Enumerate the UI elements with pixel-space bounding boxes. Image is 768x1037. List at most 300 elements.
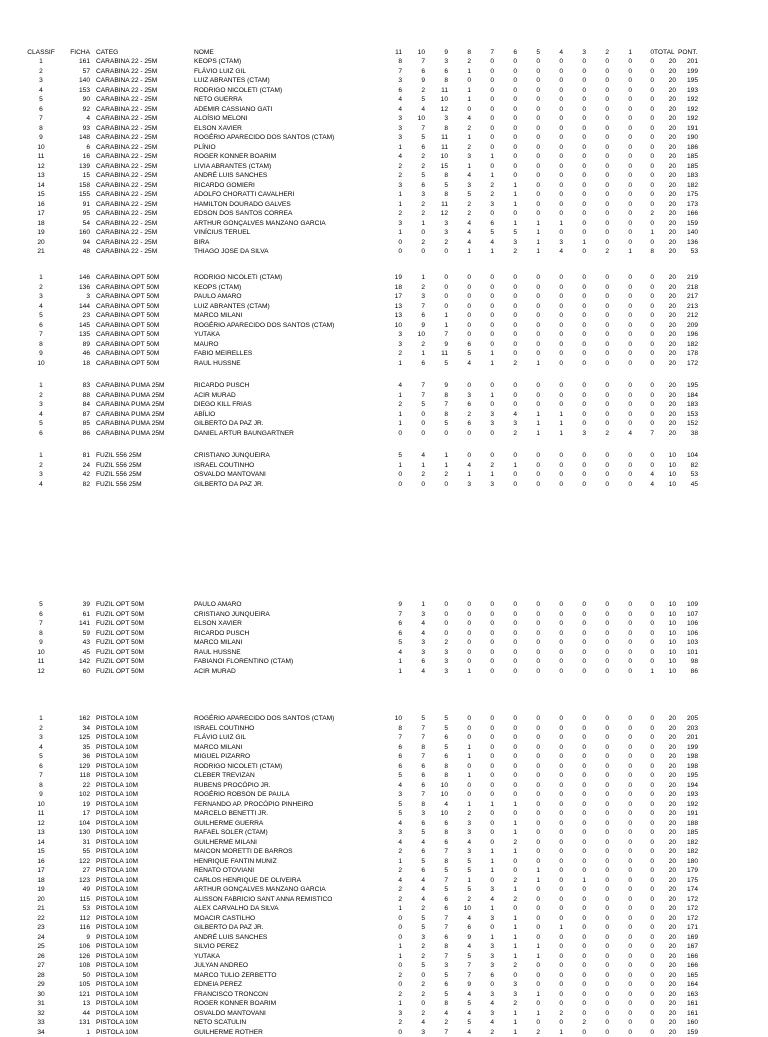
cell-score: 0: [582, 1000, 586, 1007]
cell-score: 0: [650, 848, 654, 855]
cell-nome: RAUL HUSSNE: [194, 359, 241, 367]
cell-score: 2: [467, 810, 471, 817]
cell-score: 0: [490, 96, 494, 103]
cell-score: 0: [513, 67, 517, 75]
cell-nome: SILVIO PEREZ: [194, 943, 239, 950]
cell-score: 0: [536, 829, 540, 836]
cell-score: 0: [490, 452, 494, 459]
cell-score: 0: [605, 924, 609, 931]
cell-score: 0: [582, 648, 586, 656]
cell-score: 0: [605, 667, 609, 675]
cell-score: 1: [513, 191, 517, 198]
cell-score: 0: [536, 452, 540, 459]
cell-nome: MIGUEL PIZARRO: [194, 753, 251, 760]
cell-score: 6: [444, 905, 448, 912]
cell-score: 2: [398, 848, 402, 855]
cell-categ: CARABINA 22 - 25M: [96, 67, 158, 75]
cell-score: 0: [559, 134, 563, 141]
cell-score: 0: [605, 933, 609, 941]
cell-score: 10: [417, 331, 425, 338]
header-score-9: 9: [444, 49, 448, 56]
cell-score: 9: [421, 77, 425, 84]
cell-score: 5: [444, 359, 448, 367]
cell-score: 0: [536, 886, 540, 893]
cell-score: 0: [628, 715, 632, 722]
cell-score: 1: [398, 420, 402, 427]
cell-score: 1: [513, 1019, 517, 1026]
cell-score: 1: [467, 248, 471, 255]
cell-score: 0: [513, 312, 517, 319]
cell-nome: RAFAEL SOLER (CTAM): [194, 829, 268, 836]
cell-score: 4: [467, 990, 471, 998]
cell-score: 1: [490, 933, 494, 941]
cell-score: 0: [628, 990, 632, 998]
cell-score: 3: [398, 219, 402, 227]
cell-classif: 20: [37, 238, 45, 246]
cell-pont: 53: [690, 471, 698, 478]
cell-score: 0: [650, 981, 654, 988]
cell-categ: PISTOLA 10M: [96, 772, 139, 779]
cell-score: 0: [444, 302, 448, 310]
cell-score: 0: [582, 153, 586, 160]
cell-score: 0: [582, 658, 586, 665]
header-total: TOTAL: [654, 49, 675, 56]
cell-score: 0: [582, 601, 586, 608]
cell-score: 2: [398, 172, 402, 179]
table-row: [0, 143, 768, 152]
cell-score: 5: [421, 134, 425, 141]
cell-score: 0: [605, 401, 609, 408]
cell-score: 0: [650, 781, 654, 789]
cell-score: 0: [628, 867, 632, 874]
cell-score: 1: [536, 420, 540, 427]
cell-score: 0: [582, 724, 586, 732]
cell-score: 0: [559, 800, 563, 808]
table-row: [0, 162, 768, 171]
cell-categ: CARABINA OPT 50M: [96, 293, 160, 300]
cell-score: 4: [421, 620, 425, 627]
cell-score: 0: [582, 848, 586, 855]
cell-score: 0: [582, 667, 586, 675]
cell-score: 0: [513, 340, 517, 348]
cell-score: 0: [628, 452, 632, 459]
cell-classif: 5: [39, 753, 43, 760]
cell-score: 0: [628, 886, 632, 893]
cell-score: 0: [628, 312, 632, 319]
cell-score: 3: [559, 238, 563, 246]
cell-score: 0: [421, 248, 425, 255]
cell-total: 20: [668, 401, 676, 408]
cell-score: 2: [467, 58, 471, 65]
cell-pont: 178: [686, 350, 698, 357]
cell-score: 0: [398, 914, 402, 922]
cell-score: 0: [605, 124, 609, 132]
cell-score: 0: [467, 274, 471, 281]
cell-score: 0: [650, 1009, 654, 1017]
cell-score: 0: [650, 933, 654, 941]
cell-score: 0: [490, 762, 494, 770]
cell-nome: LUIZ ABRANTES (CTAM): [194, 302, 270, 310]
cell-score: 3: [490, 886, 494, 893]
cell-nome: ADEMIR CASSIANO GATI: [194, 105, 273, 113]
cell-score: 0: [559, 610, 563, 618]
cell-ficha: 129: [78, 762, 90, 770]
cell-score: 0: [628, 210, 632, 217]
cell-score: 1: [444, 461, 448, 469]
cell-score: 8: [444, 829, 448, 836]
cell-ficha: 85: [82, 420, 90, 427]
cell-score: 0: [490, 115, 494, 122]
cell-score: 0: [650, 359, 654, 367]
table-row: [0, 181, 768, 190]
cell-score: 0: [628, 238, 632, 246]
cell-score: 0: [582, 734, 586, 741]
cell-score: 0: [490, 639, 494, 646]
cell-score: 0: [513, 610, 517, 618]
cell-score: 0: [650, 762, 654, 770]
cell-score: 0: [650, 838, 654, 846]
cell-categ: PISTOLA 10M: [96, 762, 139, 770]
cell-score: 8: [650, 248, 654, 255]
cell-score: 0: [513, 350, 517, 357]
cell-score: 0: [650, 658, 654, 665]
cell-classif: 15: [37, 848, 45, 855]
cell-score: 0: [467, 312, 471, 319]
cell-nome: ALOÍSIO MELONI: [194, 115, 248, 122]
cell-score: 0: [582, 933, 586, 941]
cell-score: 4: [398, 382, 402, 389]
table-row: [0, 429, 768, 438]
cell-score: 0: [605, 143, 609, 151]
cell-classif: 2: [39, 283, 43, 291]
cell-score: 0: [605, 1028, 609, 1036]
cell-score: 0: [559, 312, 563, 319]
cell-nome: GILBERTO DA PAZ JR.: [194, 924, 264, 931]
cell-score: 5: [444, 743, 448, 751]
table-row: [0, 629, 768, 638]
cell-score: 0: [628, 772, 632, 779]
cell-score: 8: [444, 391, 448, 399]
cell-total: 20: [668, 914, 676, 922]
cell-score: 2: [444, 238, 448, 246]
cell-score: 0: [559, 172, 563, 179]
cell-ficha: 130: [78, 829, 90, 836]
cell-score: 0: [582, 895, 586, 903]
cell-score: 0: [559, 762, 563, 770]
cell-score: 2: [444, 1019, 448, 1026]
cell-score: 0: [650, 134, 654, 141]
cell-score: 0: [650, 191, 654, 198]
table-row: [0, 340, 768, 349]
cell-classif: 17: [37, 867, 45, 874]
cell-score: 0: [444, 629, 448, 637]
cell-score: 3: [398, 124, 402, 132]
cell-score: 8: [421, 800, 425, 808]
cell-score: 9: [444, 382, 448, 389]
cell-pont: 198: [686, 753, 698, 760]
cell-score: 3: [467, 829, 471, 836]
cell-score: 0: [582, 312, 586, 319]
cell-score: 3: [513, 238, 517, 246]
cell-score: 1: [559, 420, 563, 427]
table-row: [0, 714, 768, 723]
cell-categ: CARABINA OPT 50M: [96, 359, 160, 367]
cell-pont: 172: [686, 359, 698, 367]
cell-score: 0: [513, 480, 517, 488]
cell-categ: PISTOLA 10M: [96, 857, 139, 865]
cell-score: 4: [490, 1000, 494, 1007]
table-row: [0, 762, 768, 771]
cell-score: 0: [650, 391, 654, 399]
cell-score: 2: [467, 895, 471, 903]
cell-score: 9: [444, 340, 448, 348]
cell-ficha: 6: [86, 143, 90, 151]
cell-score: 0: [536, 848, 540, 855]
cell-score: 0: [513, 105, 517, 113]
cell-score: 4: [421, 452, 425, 459]
cell-score: 11: [441, 350, 448, 357]
cell-score: 5: [444, 724, 448, 732]
cell-score: 0: [490, 382, 494, 389]
cell-score: 0: [536, 480, 540, 488]
cell-score: 0: [559, 162, 563, 170]
cell-categ: PISTOLA 10M: [96, 981, 139, 988]
cell-score: 0: [650, 382, 654, 389]
cell-score: 1: [398, 857, 402, 865]
cell-score: 0: [582, 143, 586, 151]
cell-score: 8: [444, 857, 448, 865]
cell-score: 0: [513, 274, 517, 281]
cell-ficha: 84: [82, 401, 90, 408]
cell-nome: RODRIGO NICOLETI (CTAM): [194, 86, 283, 94]
cell-pont: 188: [686, 819, 698, 827]
cell-score: 0: [582, 639, 586, 646]
cell-score: 1: [398, 391, 402, 399]
cell-pont: 194: [686, 781, 698, 789]
cell-score: 1: [650, 229, 654, 236]
cell-score: 5: [398, 452, 402, 459]
cell-score: 0: [650, 350, 654, 357]
cell-classif: 21: [37, 905, 45, 912]
cell-score: 0: [582, 743, 586, 751]
cell-score: 0: [513, 762, 517, 770]
cell-score: 0: [605, 162, 609, 170]
cell-categ: CARABINA PUMA 25M: [96, 429, 165, 437]
cell-classif: 1: [39, 58, 43, 65]
cell-categ: FUZIL OPT 50M: [96, 658, 144, 665]
cell-score: 3: [490, 1009, 494, 1017]
cell-score: 3: [467, 391, 471, 399]
cell-score: 2: [398, 401, 402, 408]
table-row: [0, 657, 768, 666]
cell-classif: 24: [37, 933, 45, 941]
cell-score: 0: [559, 401, 563, 408]
cell-score: 11: [441, 143, 448, 151]
cell-score: 0: [605, 715, 609, 722]
cell-score: 2: [421, 905, 425, 912]
cell-score: 0: [605, 1019, 609, 1026]
cell-ficha: 121: [78, 990, 90, 998]
cell-nome: DANIEL ARTUR BAUNGARTNER: [194, 429, 294, 437]
cell-score: 3: [467, 848, 471, 855]
cell-score: 0: [605, 648, 609, 656]
cell-score: 0: [513, 96, 517, 103]
cell-score: 6: [444, 753, 448, 760]
cell-score: 8: [444, 172, 448, 179]
cell-categ: PISTOLA 10M: [96, 895, 139, 903]
cell-score: 0: [513, 162, 517, 170]
cell-score: 0: [559, 981, 563, 988]
cell-nome: FABIO MEIRELLES: [194, 350, 253, 357]
cell-total: 20: [668, 800, 676, 808]
table-row: [0, 971, 768, 980]
cell-nome: GUILHERME ROTHER: [194, 1028, 263, 1036]
cell-score: 7: [444, 1028, 448, 1036]
cell-score: 1: [582, 876, 586, 884]
cell-score: 1: [628, 248, 632, 255]
cell-score: 0: [490, 810, 494, 817]
cell-classif: 1: [39, 715, 43, 722]
cell-score: 0: [628, 105, 632, 113]
cell-score: 0: [650, 172, 654, 179]
cell-score: 1: [398, 410, 402, 418]
cell-score: 5: [467, 191, 471, 198]
cell-classif: 6: [39, 762, 43, 770]
header-score-1: 1: [628, 49, 632, 56]
cell-score: 1: [536, 359, 540, 367]
cell-score: 17: [394, 293, 402, 300]
cell-score: 0: [628, 753, 632, 760]
cell-score: 0: [582, 753, 586, 760]
cell-score: 4: [421, 105, 425, 113]
cell-score: 3: [398, 134, 402, 141]
table-row: [0, 952, 768, 961]
cell-pont: 172: [686, 895, 698, 903]
cell-total: 10: [668, 480, 676, 488]
cell-score: 2: [490, 1028, 494, 1036]
cell-score: 6: [421, 772, 425, 779]
cell-categ: CARABINA 22 - 25M: [96, 191, 158, 198]
cell-nome: KEOPS (CTAM): [194, 283, 242, 291]
cell-ficha: 44: [82, 1009, 90, 1017]
header-nome: NOME: [194, 49, 214, 56]
cell-nome: ANDRÉ LUIS SANCHES: [194, 172, 268, 179]
cell-nome: OSVALDO MANTOVANI: [194, 471, 266, 478]
cell-categ: CARABINA OPT 50M: [96, 302, 160, 310]
cell-score: 0: [605, 321, 609, 329]
cell-score: 3: [398, 181, 402, 189]
cell-classif: 6: [39, 105, 43, 113]
cell-score: 0: [559, 1019, 563, 1026]
cell-score: 0: [628, 971, 632, 979]
cell-ficha: 94: [82, 238, 90, 246]
cell-score: 5: [421, 401, 425, 408]
cell-pont: 192: [686, 800, 698, 808]
cell-score: 19: [394, 274, 402, 281]
table-row: [0, 105, 768, 114]
cell-total: 20: [668, 924, 676, 931]
cell-score: 0: [536, 115, 540, 122]
cell-ficha: 31: [82, 838, 90, 846]
cell-score: 0: [513, 391, 517, 399]
cell-score: 0: [605, 229, 609, 236]
cell-score: 0: [605, 819, 609, 827]
cell-score: 2: [444, 471, 448, 478]
cell-score: 2: [467, 124, 471, 132]
cell-score: 3: [421, 648, 425, 656]
cell-ficha: 24: [82, 461, 90, 469]
cell-score: 1: [559, 429, 563, 437]
table-row: [0, 895, 768, 904]
cell-score: 2: [398, 990, 402, 998]
cell-score: 10: [440, 791, 448, 798]
cell-score: 0: [628, 943, 632, 950]
cell-score: 3: [398, 829, 402, 836]
cell-score: 0: [605, 115, 609, 122]
cell-categ: PISTOLA 10M: [96, 867, 139, 874]
cell-score: 0: [628, 724, 632, 732]
cell-score: 0: [559, 461, 563, 469]
cell-score: 0: [582, 952, 586, 960]
cell-score: 0: [605, 658, 609, 665]
cell-score: 0: [650, 302, 654, 310]
header-score-6: 6: [513, 49, 517, 56]
cell-score: 0: [490, 105, 494, 113]
cell-score: 0: [605, 238, 609, 246]
cell-total: 20: [668, 302, 676, 310]
cell-nome: LIVIA ABRANTES (CTAM): [194, 162, 272, 170]
cell-total: 10: [668, 461, 676, 469]
cell-pont: 167: [686, 943, 698, 950]
cell-score: 2: [421, 340, 425, 348]
cell-score: 0: [628, 172, 632, 179]
cell-score: 2: [467, 210, 471, 217]
cell-score: 1: [421, 601, 425, 608]
cell-score: 0: [398, 480, 402, 488]
cell-total: 20: [668, 124, 676, 132]
cell-score: 2: [421, 283, 425, 291]
cell-pont: 198: [686, 762, 698, 770]
cell-classif: 2: [39, 391, 43, 399]
cell-pont: 172: [686, 914, 698, 922]
cell-score: 1: [513, 952, 517, 960]
cell-score: 0: [628, 58, 632, 65]
cell-score: 5: [444, 971, 448, 979]
cell-nome: MAICON MORETTI DE BARROS: [194, 848, 293, 855]
cell-ficha: 153: [78, 86, 90, 94]
cell-score: 0: [650, 331, 654, 338]
cell-total: 20: [668, 990, 676, 998]
cell-score: 0: [467, 791, 471, 798]
cell-score: 0: [628, 981, 632, 988]
cell-score: 0: [513, 143, 517, 151]
cell-score: 0: [536, 601, 540, 608]
cell-pont: 45: [690, 480, 698, 488]
cell-classif: 3: [39, 471, 43, 478]
cell-nome: ISRAEL COUTINHO: [194, 461, 255, 469]
cell-pont: 182: [686, 838, 698, 846]
cell-score: 0: [559, 391, 563, 399]
cell-categ: PISTOLA 10M: [96, 715, 139, 722]
cell-score: 4: [467, 359, 471, 367]
cell-score: 4: [467, 943, 471, 950]
cell-score: 2: [398, 1019, 402, 1026]
cell-nome: ISRAEL COUTINHO: [194, 724, 255, 732]
cell-score: 0: [536, 200, 540, 208]
cell-score: 0: [536, 124, 540, 132]
cell-pont: 106: [686, 629, 698, 637]
cell-score: 0: [559, 658, 563, 665]
